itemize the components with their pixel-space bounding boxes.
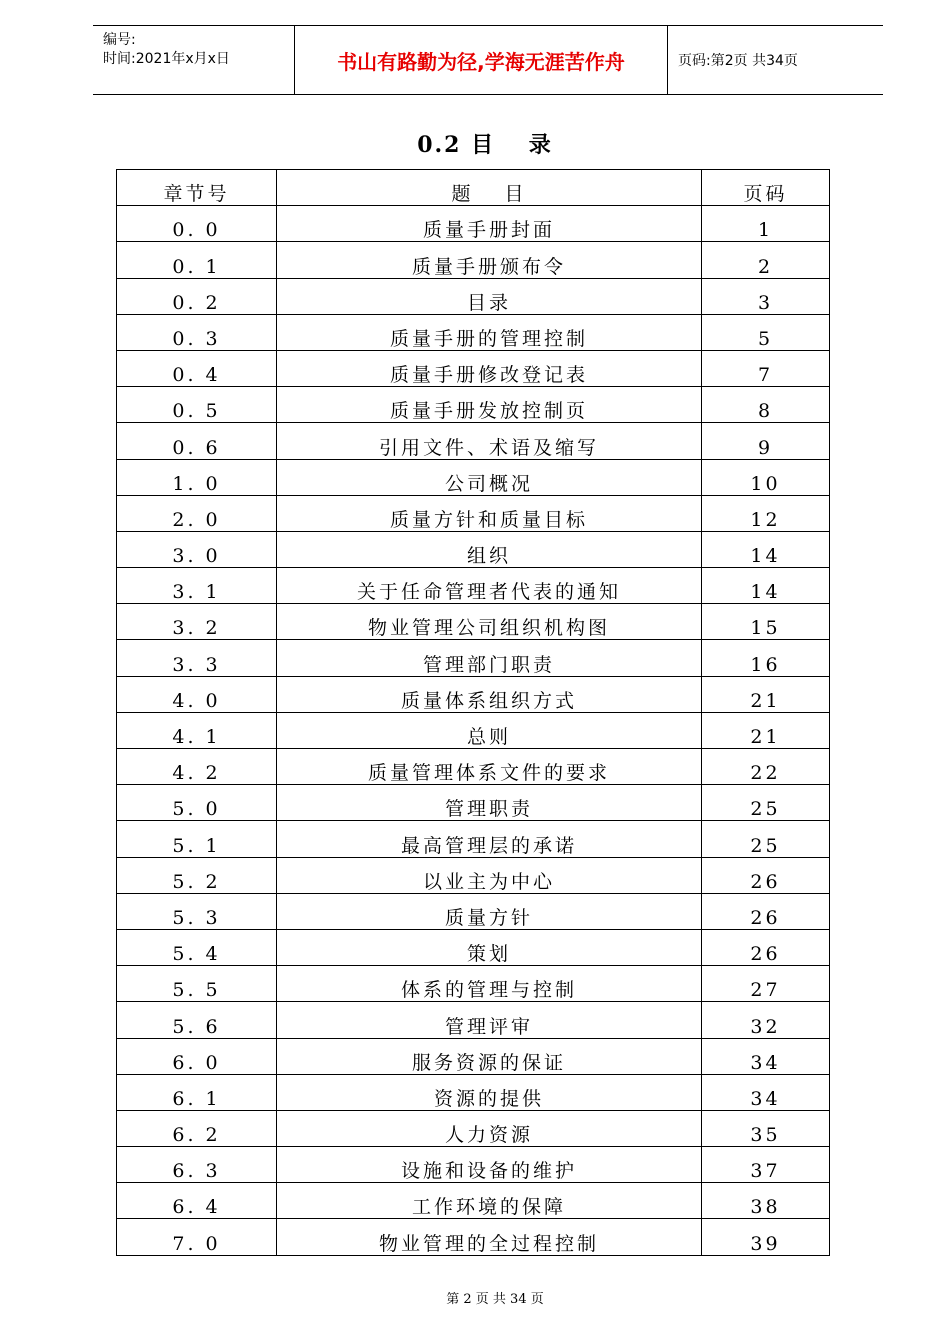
section-number: 4. 1 — [117, 712, 277, 748]
table-row — [117, 206, 830, 242]
table-row — [117, 712, 830, 748]
header-motto: 书山有路勤为径,学海无涯苦作舟 — [337, 49, 625, 74]
section-number: 0. 1 — [117, 242, 277, 278]
section-number: 3. 2 — [117, 604, 277, 640]
section-number: 6. 0 — [117, 1038, 277, 1074]
page-header — [93, 25, 883, 95]
time-label: 时间:2021年x月x日 — [103, 51, 230, 67]
section-title: 质量体系组织方式 — [277, 676, 702, 712]
section-number: 3. 0 — [117, 531, 277, 567]
page-number: 22 — [702, 749, 830, 785]
page-number: 32 — [702, 1002, 830, 1038]
page-number: 9 — [702, 423, 830, 459]
section-number: 4. 0 — [117, 676, 277, 712]
page-number: 21 — [702, 676, 830, 712]
table-row — [117, 242, 830, 278]
table-row — [117, 1147, 830, 1183]
section-title: 质量手册封面 — [277, 206, 702, 242]
page-number: 10 — [702, 459, 830, 495]
section-title: 工作环境的保障 — [277, 1183, 702, 1219]
section-title: 管理评审 — [277, 1002, 702, 1038]
section-title: 最高管理层的承诺 — [277, 821, 702, 857]
section-number: 1. 0 — [117, 459, 277, 495]
section-number: 0. 6 — [117, 423, 277, 459]
page-number: 37 — [702, 1147, 830, 1183]
page-number: 25 — [702, 821, 830, 857]
page-number: 15 — [702, 604, 830, 640]
page-number: 16 — [702, 640, 830, 676]
table-row — [117, 893, 830, 929]
page-number: 26 — [702, 857, 830, 893]
section-number: 0. 5 — [117, 387, 277, 423]
section-number: 5. 6 — [117, 1002, 277, 1038]
section-number: 0. 2 — [117, 278, 277, 314]
section-title: 目录 — [277, 278, 702, 314]
section-title: 质量方针和质量目标 — [277, 495, 702, 531]
section-title: 设施和设备的维护 — [277, 1147, 702, 1183]
table-row — [117, 1110, 830, 1146]
section-title: 关于任命管理者代表的通知 — [277, 568, 702, 604]
table-row — [117, 387, 830, 423]
table-row — [117, 1074, 830, 1110]
section-title: 引用文件、术语及缩写 — [277, 423, 702, 459]
table-row — [117, 640, 830, 676]
page-number: 34 — [702, 1074, 830, 1110]
section-number: 7. 0 — [117, 1219, 277, 1255]
toc-table — [116, 169, 830, 1256]
table-row — [117, 857, 830, 893]
column-header-page: 页码 — [702, 170, 830, 206]
table-row — [117, 314, 830, 350]
page-number: 5 — [702, 314, 830, 350]
section-title: 管理部门职责 — [277, 640, 702, 676]
section-number: 5. 0 — [117, 785, 277, 821]
page-number: 3 — [702, 278, 830, 314]
section-title: 质量管理体系文件的要求 — [277, 749, 702, 785]
column-header-title: 题 目 — [277, 170, 702, 206]
section-number: 6. 1 — [117, 1074, 277, 1110]
section-number: 3. 3 — [117, 640, 277, 676]
toc-header-row — [117, 170, 830, 206]
table-row — [117, 749, 830, 785]
page-number: 34 — [702, 1038, 830, 1074]
section-number: 5. 1 — [117, 821, 277, 857]
section-title: 策划 — [277, 929, 702, 965]
section-title: 质量手册颁布令 — [277, 242, 702, 278]
section-title: 质量方针 — [277, 893, 702, 929]
page-number: 35 — [702, 1110, 830, 1146]
table-row — [117, 1219, 830, 1255]
section-title: 物业管理的全过程控制 — [277, 1219, 702, 1255]
table-row — [117, 423, 830, 459]
table-row — [117, 350, 830, 386]
header-divider — [667, 26, 668, 94]
section-title: 总则 — [277, 712, 702, 748]
page-number: 14 — [702, 531, 830, 567]
table-row — [117, 604, 830, 640]
section-number: 2. 0 — [117, 495, 277, 531]
section-title: 管理职责 — [277, 785, 702, 821]
section-title: 公司概况 — [277, 459, 702, 495]
section-number: 6. 4 — [117, 1183, 277, 1219]
section-title: 质量手册的管理控制 — [277, 314, 702, 350]
page-footer: 第 2 页 共 34 页 — [446, 1292, 544, 1307]
number-label: 编号: — [103, 32, 136, 48]
table-row — [117, 1183, 830, 1219]
table-row — [117, 676, 830, 712]
page-number: 1 — [702, 206, 830, 242]
table-row — [117, 278, 830, 314]
page-title: 0.2 目 录 — [417, 132, 553, 158]
section-number: 0. 0 — [117, 206, 277, 242]
section-number: 3. 1 — [117, 568, 277, 604]
section-number: 6. 3 — [117, 1147, 277, 1183]
section-title: 组织 — [277, 531, 702, 567]
section-title: 人力资源 — [277, 1110, 702, 1146]
section-number: 0. 3 — [117, 314, 277, 350]
page-number: 26 — [702, 893, 830, 929]
table-row — [117, 929, 830, 965]
section-number: 5. 4 — [117, 929, 277, 965]
section-title: 以业主为中心 — [277, 857, 702, 893]
page-number: 25 — [702, 785, 830, 821]
page-number: 7 — [702, 350, 830, 386]
column-header-section: 章节号 — [117, 170, 277, 206]
section-number: 6. 2 — [117, 1110, 277, 1146]
section-number: 5. 5 — [117, 966, 277, 1002]
section-title: 物业管理公司组织机构图 — [277, 604, 702, 640]
header-meta — [93, 26, 293, 94]
section-title: 资源的提供 — [277, 1074, 702, 1110]
table-row — [117, 568, 830, 604]
section-title: 体系的管理与控制 — [277, 966, 702, 1002]
table-row — [117, 785, 830, 821]
page-number: 27 — [702, 966, 830, 1002]
page-number: 2 — [702, 242, 830, 278]
section-title: 质量手册发放控制页 — [277, 387, 702, 423]
header-page-info: 页码:第2页 共34页 — [678, 53, 798, 69]
table-row — [117, 1038, 830, 1074]
table-row — [117, 1002, 830, 1038]
table-row — [117, 459, 830, 495]
table-row — [117, 821, 830, 857]
table-row — [117, 495, 830, 531]
page-number: 14 — [702, 568, 830, 604]
page-number: 26 — [702, 929, 830, 965]
page-number: 8 — [702, 387, 830, 423]
section-number: 0. 4 — [117, 350, 277, 386]
table-row — [117, 966, 830, 1002]
section-number: 4. 2 — [117, 749, 277, 785]
page-number: 21 — [702, 712, 830, 748]
section-number: 5. 3 — [117, 893, 277, 929]
section-title: 质量手册修改登记表 — [277, 350, 702, 386]
section-title: 服务资源的保证 — [277, 1038, 702, 1074]
page-number: 12 — [702, 495, 830, 531]
table-row — [117, 531, 830, 567]
page-number: 39 — [702, 1219, 830, 1255]
section-number: 5. 2 — [117, 857, 277, 893]
page-number: 38 — [702, 1183, 830, 1219]
